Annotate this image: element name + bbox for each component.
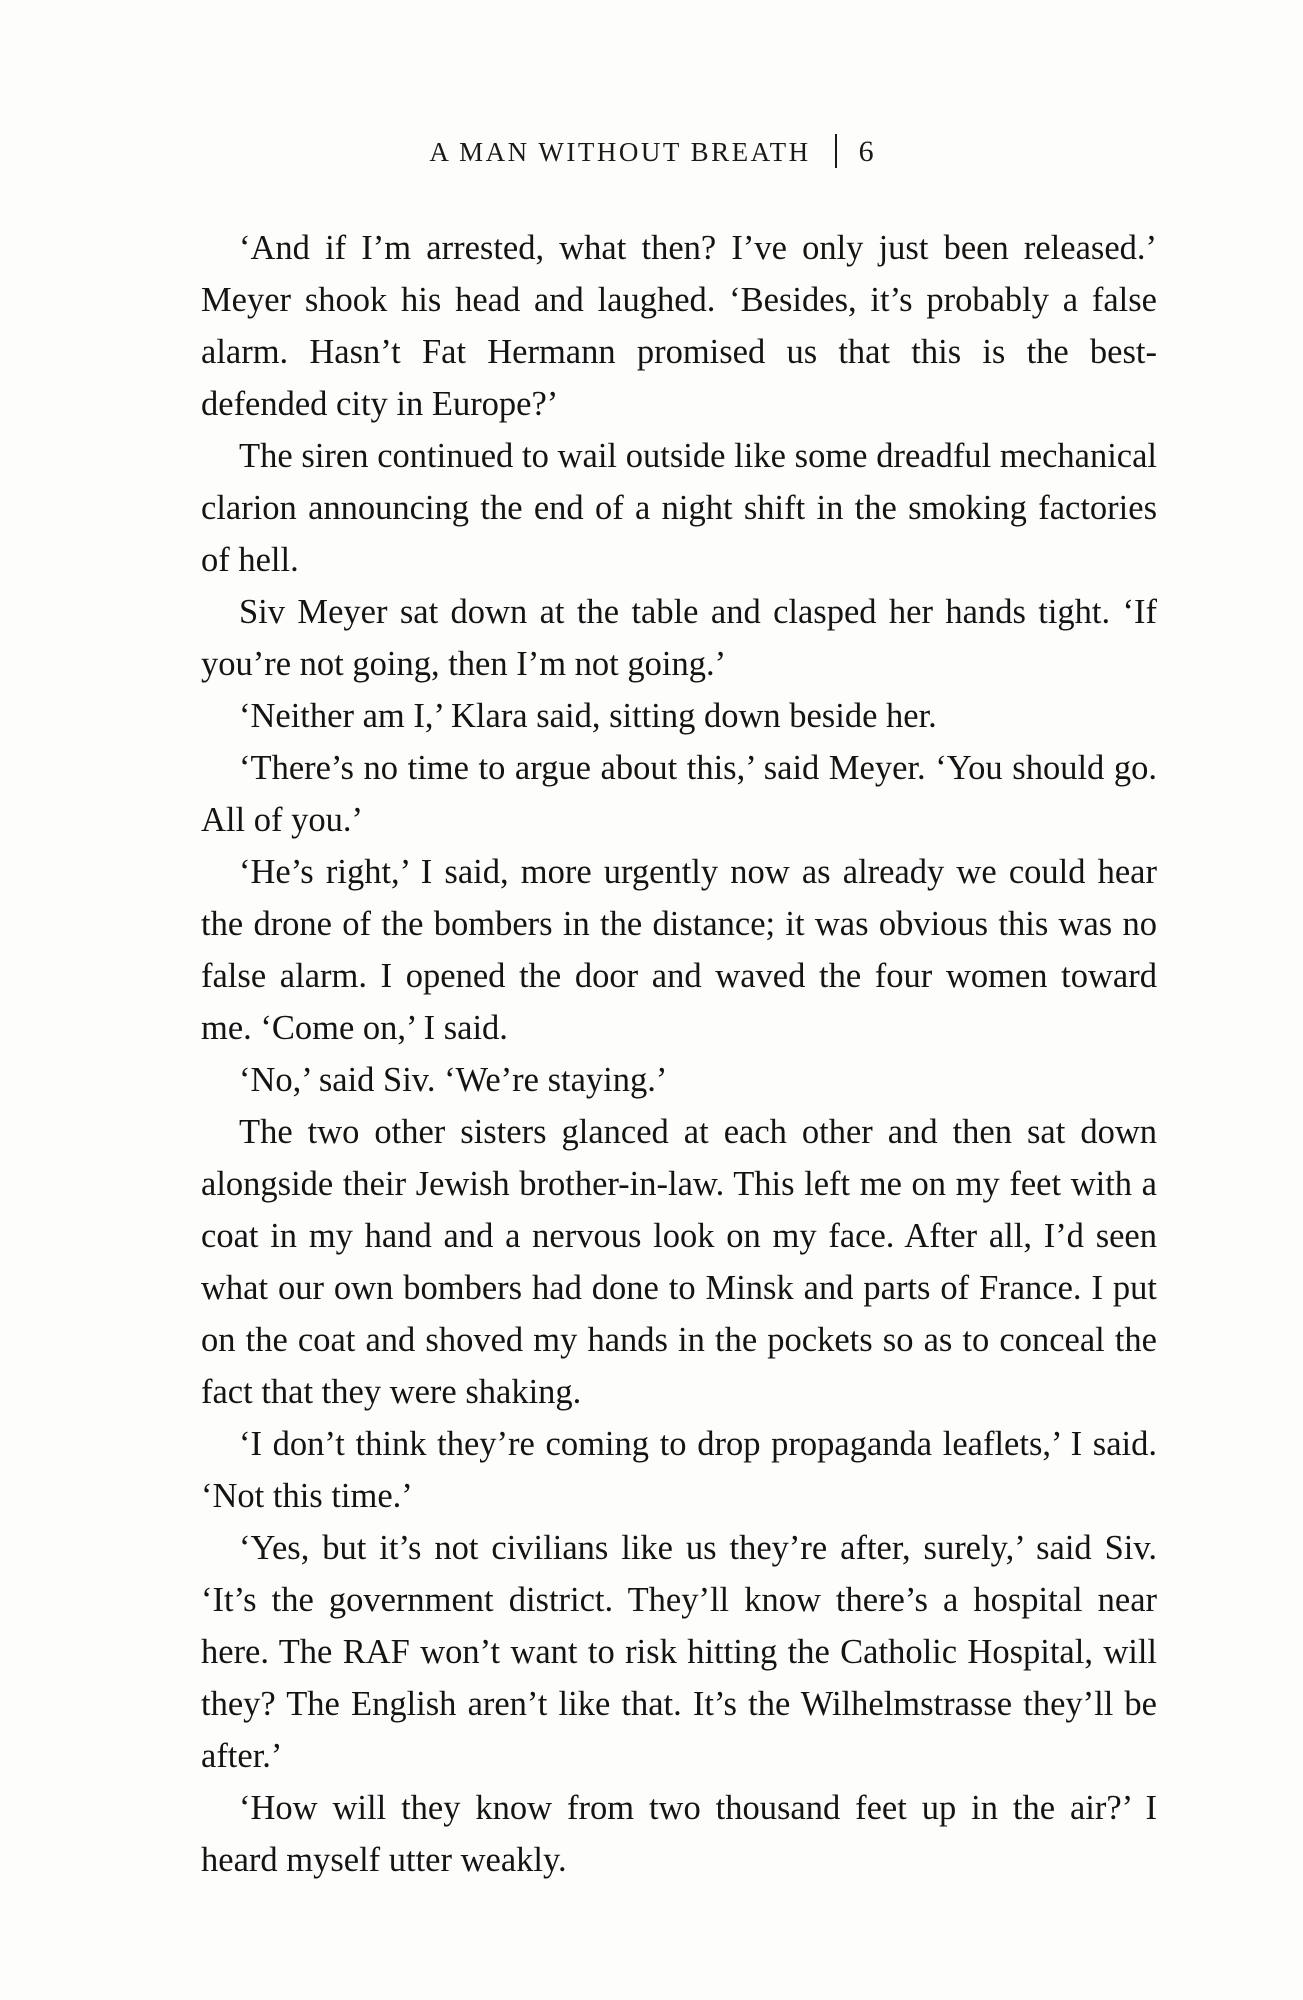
- paragraph: Siv Meyer sat down at the table and clasped her hands tight. ‘If you’re not going, then I’m not going.’: [201, 593, 1157, 683]
- chapter-title: A MAN WITHOUT BREATH: [429, 137, 811, 167]
- page-number: 6: [858, 135, 874, 168]
- paragraph: ‘Neither am I,’ Klara said, sitting down beside her.: [239, 697, 937, 735]
- paragraph: ‘He’s right,’ I said, more urgently now as already we could hear the drone of the bombers in the distance; it was obvious this was no false alarm. I opened the door and waved the four women toward me. ‘Come on,’ I said.: [201, 853, 1157, 1047]
- body-text: [201, 222, 1157, 1886]
- paragraph: The siren continued to wail outside like some dreadful mechanical clarion announcing the end of a night shift in the smoking factories of hell.: [201, 437, 1157, 579]
- paragraph: ‘And if I’m arrested, what then? I’ve only just been released.’ Meyer shook his head and laughed. ‘Besides, it’s probably a false alarm. Hasn’t Fat Hermann promised us that this is the best-defended city in Europe?’: [201, 229, 1157, 423]
- paragraph: ‘I don’t think they’re coming to drop propaganda leaflets,’ I said. ‘Not this time.’: [201, 1425, 1157, 1515]
- paragraph: ‘No,’ said Siv. ‘We’re staying.’: [239, 1061, 668, 1099]
- running-head: [0, 134, 1303, 169]
- paragraph: ‘How will they know from two thousand feet up in the air?’ I heard myself utter weakly.: [201, 1789, 1157, 1879]
- header-divider: [835, 134, 837, 168]
- paragraph: ‘There’s no time to argue about this,’ said Meyer. ‘You should go. All of you.’: [201, 749, 1157, 839]
- paragraph: The two other sisters glanced at each other and then sat down alongside their Jewish brother-in-law. This left me on my feet with a coat in my hand and a nervous look on my face. After all, I’d seen what our own bombers had done to Minsk and parts of France. I put on the coat and shoved my hands in the pockets so as to conceal the fact that they were shaking.: [201, 1113, 1157, 1411]
- paragraph: ‘Yes, but it’s not civilians like us they’re after, surely,’ said Siv. ‘It’s the government district. They’ll know there’s a hospital near here. The RAF won’t want to risk hitting the Catholic Hospital, will they? The English aren’t like that. It’s the Wilhelmstrasse they’ll be after.’: [201, 1529, 1157, 1775]
